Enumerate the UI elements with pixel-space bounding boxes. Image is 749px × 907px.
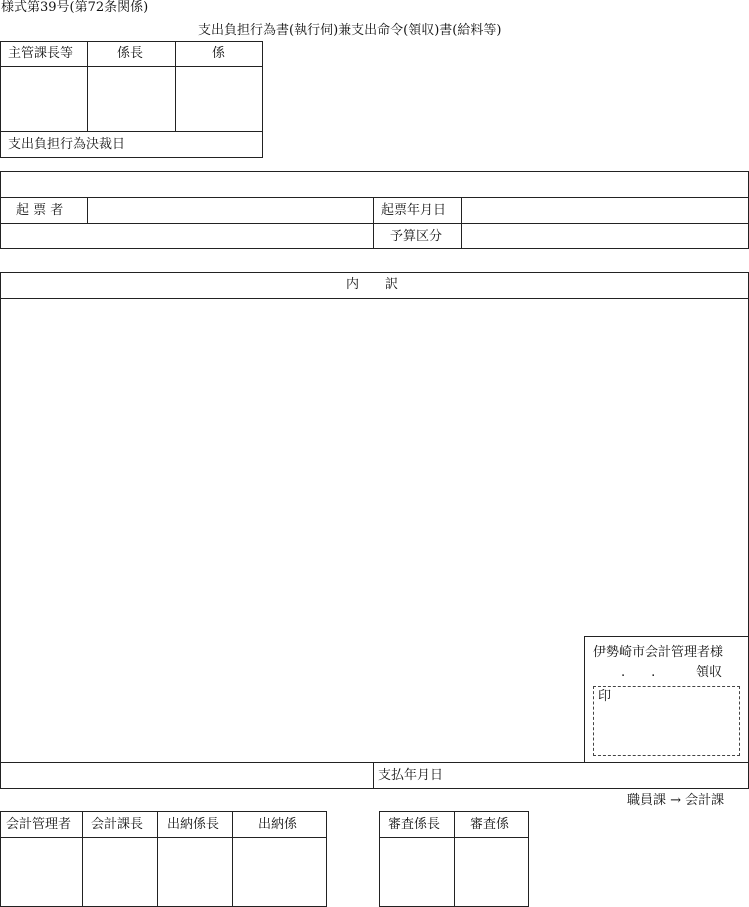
approval-header-subsection-chief: 係長 [117, 46, 144, 61]
seal-label: 印 [598, 689, 612, 704]
receipt-addressee: 伊勢崎市会計管理者様 [593, 645, 724, 660]
drafter-field[interactable] [88, 198, 373, 223]
subject-field[interactable] [1, 172, 748, 197]
routing-note: 職員課 → 会計課 [627, 793, 725, 808]
breakdown-section [0, 272, 749, 789]
budget-category-label: 予算区分 [390, 229, 443, 244]
audit-header-chief: 審査係長 [388, 817, 441, 832]
accounting-header-cashier-chief: 出納係長 [167, 817, 220, 832]
approval-seal-cell[interactable] [88, 67, 175, 131]
breakdown-header: 内 訳 [346, 277, 399, 292]
form-title: 支出負担行為書(執行伺)兼支出命令(領収)書(給料等) [198, 23, 502, 38]
payment-date-field[interactable] [450, 763, 748, 788]
approval-header-staff: 係 [212, 46, 226, 61]
accounting-header-cashier: 出納係 [258, 817, 298, 832]
approval-table [0, 41, 263, 158]
breakdown-content-area[interactable] [1, 299, 583, 761]
accounting-table [0, 811, 327, 907]
draft-date-label: 起票年月日 [381, 203, 447, 218]
budget-category-field[interactable] [462, 224, 748, 248]
received-label: 領収 [696, 665, 723, 680]
audit-table [379, 811, 529, 907]
receipt-box [584, 636, 749, 763]
drafter-label: 起 票 者 [16, 203, 64, 218]
info-table [0, 171, 749, 249]
payment-date-label: 支払年月日 [378, 768, 444, 783]
audit-header-staff: 審査係 [470, 817, 510, 832]
accounting-header-division-chief: 会計課長 [91, 817, 144, 832]
approval-header-section-chief: 主管課長等 [8, 46, 74, 61]
receipt-date-dots: . . [621, 665, 656, 680]
form-number: 様式第39号(第72条関係) [1, 0, 149, 15]
seal-area[interactable] [593, 686, 740, 756]
decision-date-label: 支出負担行為決裁日 [8, 137, 126, 152]
payment-blank-field[interactable] [1, 763, 373, 788]
accounting-header-manager: 会計管理者 [6, 817, 72, 832]
draft-date-field[interactable] [462, 198, 748, 223]
